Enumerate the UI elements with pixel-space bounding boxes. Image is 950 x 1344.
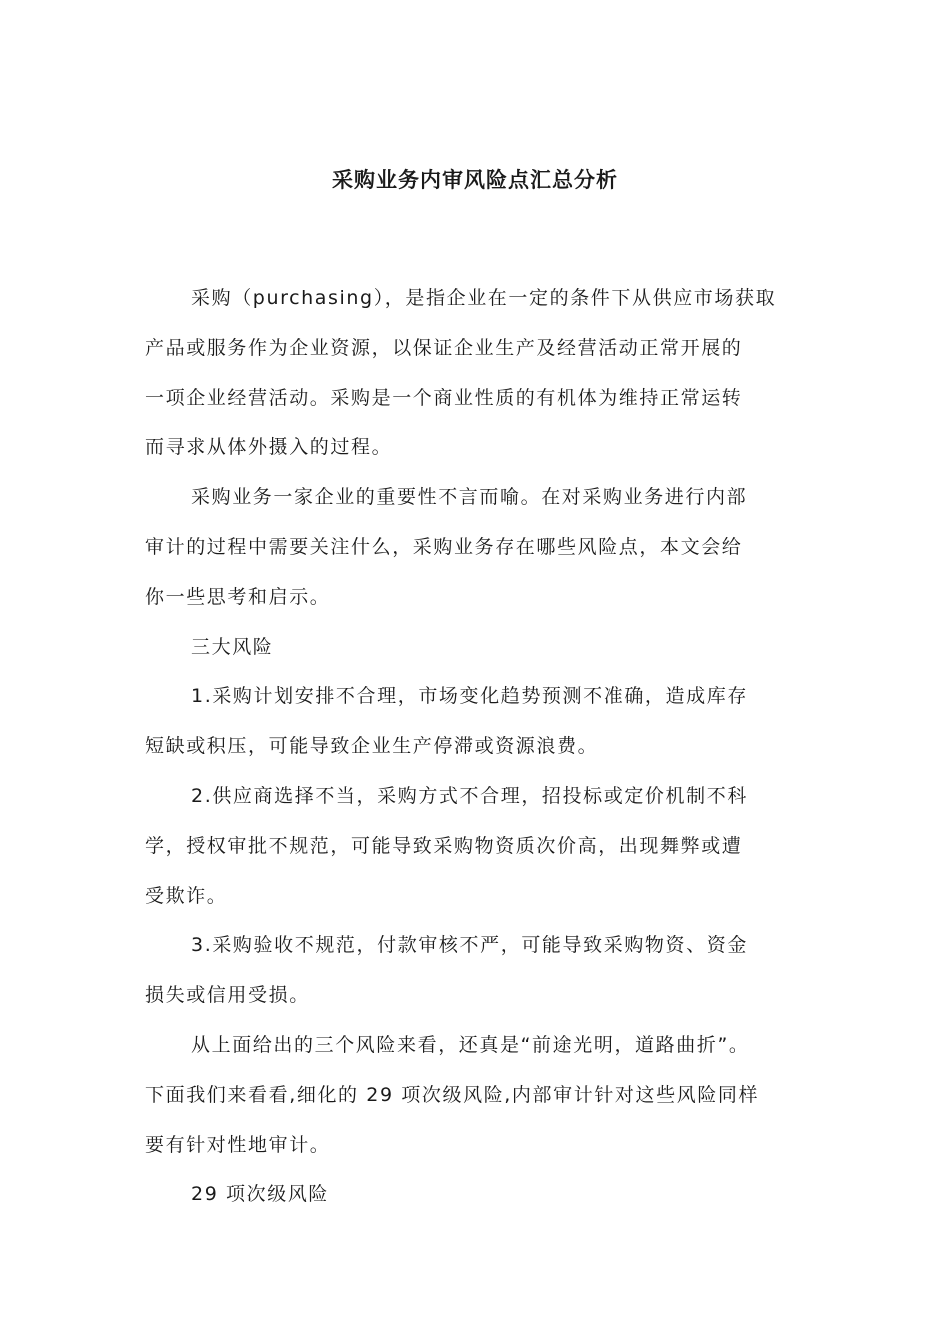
text-line: 采购业务一家企业的重要性不言而喻。在对采购业务进行内部 (191, 486, 748, 509)
text-line: 下面我们来看看,细化的 29 项次级风险,内部审计针对这些风险同样 (145, 1083, 760, 1106)
text-line: 受欺诈。 (145, 884, 228, 907)
text-line: 29 项次级风险 (191, 1183, 330, 1206)
text-line: 短缺或积压，可能导致企业生产停滞或资源浪费。 (145, 735, 599, 758)
text-line: 一项企业经营活动。采购是一个商业性质的有机体为维持正常运转 (145, 386, 743, 409)
text-line: 三大风险 (191, 635, 274, 658)
text-line: 从上面给出的三个风险来看，还真是“前途光明，道路曲折”。 (191, 1033, 750, 1056)
document-body (145, 274, 807, 1220)
text-line: 1.采购计划安排不合理，市场变化趋势预测不准确，造成库存 (191, 685, 748, 708)
paragraph-intro (145, 274, 807, 473)
text-line: 2.供应商选择不当，采购方式不合理，招投标或定价机制不科 (191, 784, 748, 807)
risk-item-2 (145, 772, 807, 921)
text-line: 3.采购验收不规范，付款审核不严，可能导致采购物资、资金 (191, 934, 748, 957)
risk-item-3 (145, 921, 807, 1021)
paragraph-importance (145, 473, 807, 622)
document-title: 采购业务内审风险点汇总分析 (332, 168, 618, 192)
paragraph-summary (145, 1021, 807, 1170)
text-line: 你一些思考和启示。 (145, 585, 331, 608)
section-heading-29-risks (145, 1170, 807, 1220)
text-line: 产品或服务作为企业资源，以保证企业生产及经营活动正常开展的 (145, 336, 743, 359)
risk-item-1 (145, 672, 807, 772)
text-line: 而寻求从体外摄入的过程。 (145, 436, 393, 459)
text-line: 采购（purchasing），是指企业在一定的条件下从供应市场获取 (191, 287, 777, 309)
text-line: 损失或信用受损。 (145, 984, 310, 1007)
section-heading-three-risks (145, 623, 807, 673)
text-line: 学，授权审批不规范，可能导致采购物资质次价高，出现舞弊或遭 (145, 834, 743, 857)
text-line: 要有针对性地审计。 (145, 1133, 331, 1156)
text-line: 审计的过程中需要关注什么，采购业务存在哪些风险点，本文会给 (145, 535, 743, 558)
